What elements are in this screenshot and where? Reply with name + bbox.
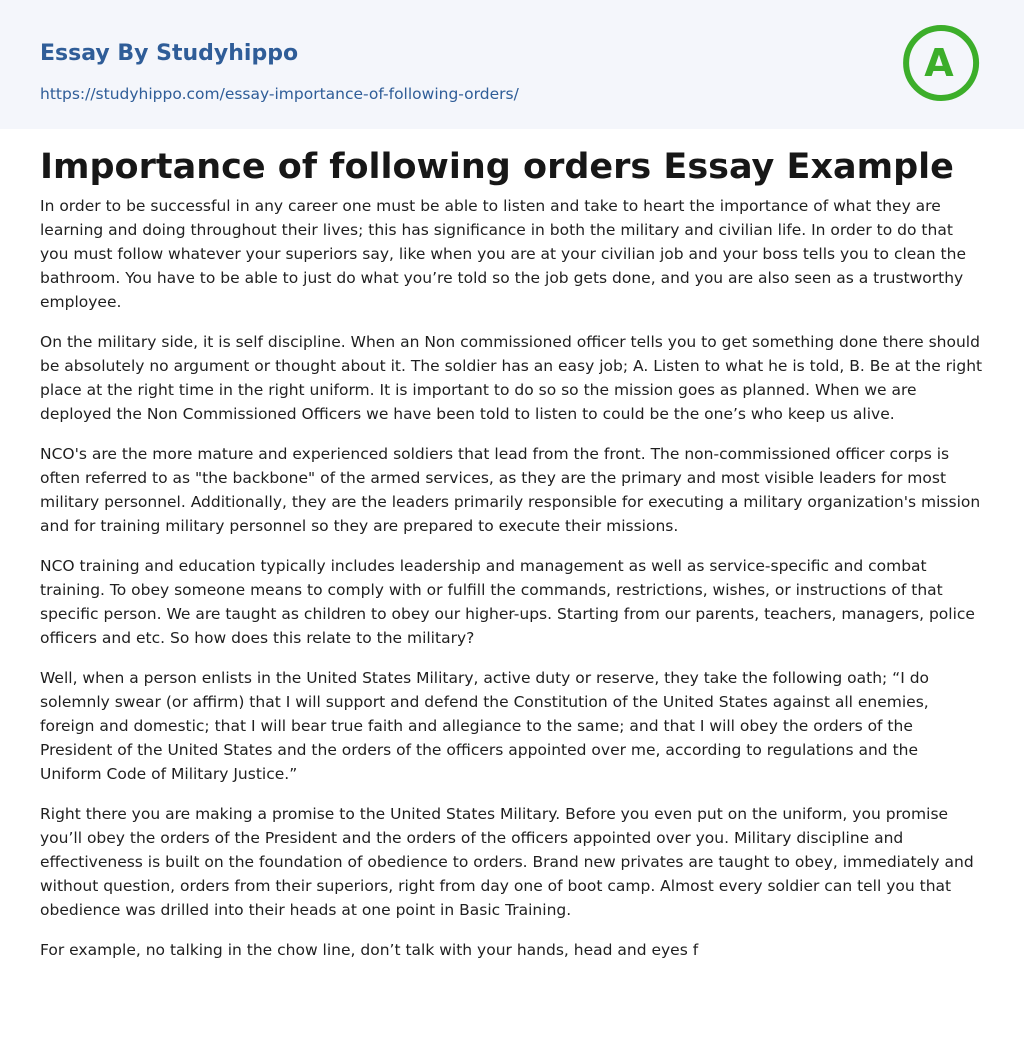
- essay-paragraph-2: On the military side, it is self discipline. When an Non commissioned officer tells you to get something done there should be absolutely no argument or thought about it. The soldier has an easy job; A. Listen to what he is told, B. Be at the right place at the right time in the right uniform. It is important to do so so the mission goes as planned. When we are deployed the Non Commissioned Officers we have been told to listen to could be the one’s who keep us alive.: [40, 333, 983, 423]
- essay-paragraph-1: In order to be successful in any career one must be able to listen and take to heart the importance of what they are learning and doing throughout their lives; this has significance in both the military and civilian life. In order to do that you must follow whatever your superiors say, like when you are at your civilian job and your boss tells you to clean the bathroom. You have to be able to just do what you’re told so the job gets done, and you are also seen as a trustworthy employee.: [40, 197, 966, 311]
- essay-paragraph-4: NCO training and education typically includes leadership and management as well as service-specific and combat training. To obey someone means to comply with or fulfill the commands, restrictions, wishes, or instructions of that specific person. We are taught as children to obey our higher-ups. Starting from our parents, teachers, managers, police officers and etc. So how does this relate to the military?: [40, 557, 975, 647]
- source-url-link[interactable]: https://studyhippo.com/essay-importance-of-following-orders/: [40, 85, 519, 103]
- essay-paragraph-3: NCO's are the more mature and experienced soldiers that lead from the front. The non-commissioned officer corps is often referred to as "the backbone" of the armed services, as they are the primary and most visible leaders for most military personnel. Additionally, they are the leaders primarily responsible for executing a military organization's mission and for training military personnel so they are prepared to execute their missions.: [40, 445, 981, 535]
- essay-paragraph-5: Well, when a person enlists in the United States Military, active duty or reserve, they take the following oath; “I do solemnly swear (or affirm) that I will support and defend the Constitution of the United States against all enemies, foreign and domestic; that I will bear true faith and allegiance to the same; and that I will obey the orders of the President of the United States and the orders of the officers appointed over me, according to regulations and the Uniform Code of Military Justice.”: [40, 669, 930, 783]
- essay-paragraph-6: Right there you are making a promise to the United States Military. Before you even put on the uniform, you promise you’ll obey the orders of the President and the orders of the officers appointed over you. Military discipline and effectiveness is built on the foundation of obedience to orders. Brand new privates are taught to obey, immediately and without question, orders from their superiors, right from day one of boot camp. Almost every soldier can tell you that obedience was drilled into their heads at one point in Basic Training.: [40, 805, 974, 919]
- studyhippo-logo-icon[interactable]: [898, 20, 984, 106]
- essay-paragraph-7: For example, no talking in the chow line, don’t talk with your hands, head and eyes f: [40, 941, 699, 959]
- page-title: Importance of following orders Essay Example: [40, 147, 954, 187]
- site-name[interactable]: Essay By Studyhippo: [40, 41, 299, 66]
- logo-letter: A: [924, 41, 954, 85]
- article: [0, 129, 1024, 962]
- site-header: [0, 0, 1024, 129]
